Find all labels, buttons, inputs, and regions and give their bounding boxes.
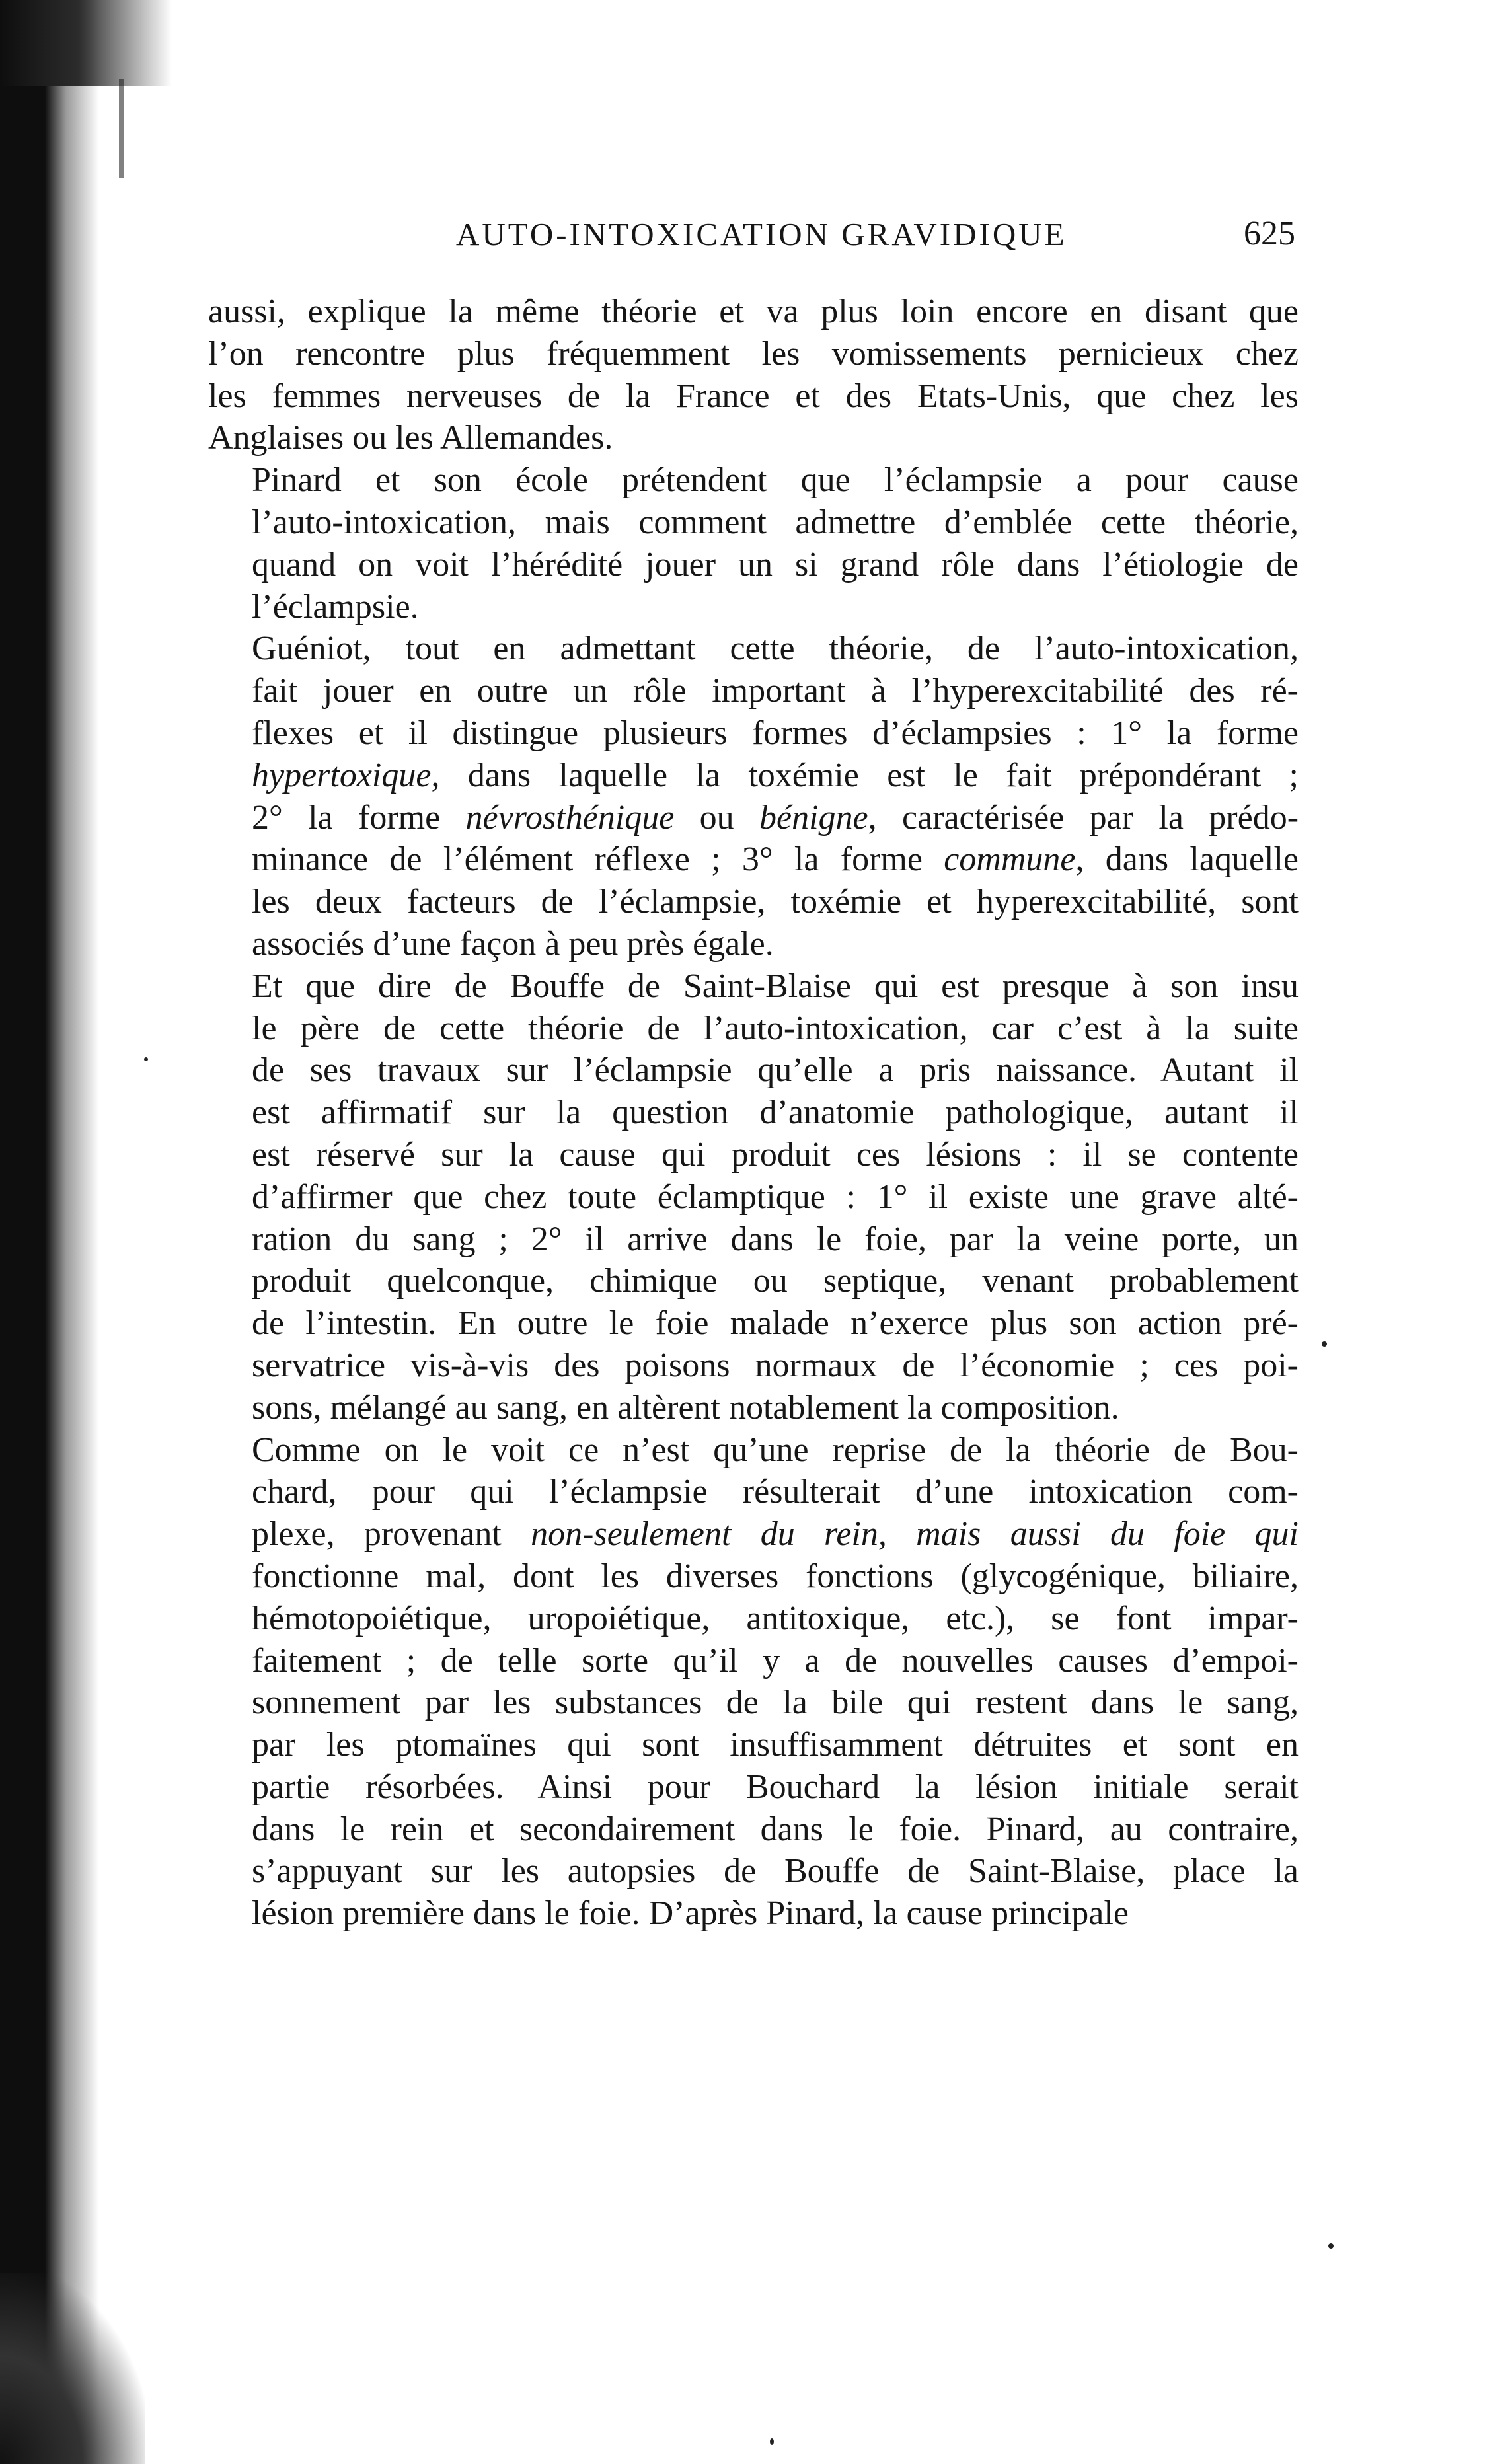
text-line: Guéniot, tout en admettant cette théorie, de l’auto-intoxication, [252, 630, 1299, 668]
binding-mark [119, 79, 124, 178]
text-line: minance de l’élément réflexe ; 3° la forme commune, dans laquelle [252, 840, 1299, 879]
text-line: lésion première dans le foie. D’après Pinard, la cause principale [252, 1894, 1129, 1933]
text-line: hypertoxique, dans laquelle la toxémie est le fait prépondérant ; [252, 756, 1299, 794]
paragraph-1 [208, 291, 1299, 459]
ink-speck [144, 1057, 148, 1061]
text-line: les femmes nerveuses de la France et des Etats-Unis, que chez les [208, 377, 1299, 415]
text-line: Comme on le voit ce n’est qu’une reprise de la théorie de Bou- [252, 1431, 1299, 1469]
text-line: le père de cette théorie de l’auto-intoxication, car c’est à la suite [252, 1009, 1299, 1047]
text-line: fait jouer en outre un rôle important à l’hyperexcitabilité des ré- [252, 672, 1299, 710]
text-line: ration du sang ; 2° il arrive dans le foie, par la veine porte, un [252, 1220, 1299, 1258]
text-line: est réservé sur la cause qui produit ces lésions : il se contente [252, 1135, 1299, 1174]
text-line: l’éclampsie. [252, 587, 419, 626]
text-line: flexes et il distingue plusieurs formes d’éclampsies : 1° la forme [252, 714, 1299, 752]
text-line: d’affirmer que chez toute éclamptique : 1° il existe une grave alté- [252, 1177, 1299, 1216]
text-line: sonnement par les substances de la bile qui restent dans le sang, [252, 1684, 1299, 1722]
binding-top-shadow [0, 0, 172, 86]
text-line: produit quelconque, chimique ou septique, venant probablement [252, 1262, 1299, 1300]
book-binding-edge [0, 0, 99, 2464]
text-line: Pinard et son école prétendent que l’éclampsie a pour cause [252, 461, 1299, 500]
ink-speck [1322, 1341, 1327, 1347]
paragraph-3 [208, 628, 1299, 965]
text-line: hémotopoiétique, uropoiétique, antitoxique, etc.), se font impar- [252, 1599, 1299, 1637]
text-line: de ses travaux sur l’éclampsie qu’elle a pris naissance. Autant il [252, 1051, 1299, 1090]
text-line: associés d’une façon à peu près égale. [252, 924, 774, 963]
text-line: sons, mélangé au sang, en altèrent notablement la composition. [252, 1388, 1119, 1427]
text-line: fonctionne mal, dont les diverses fonctions (glycogénique, biliaire, [252, 1557, 1299, 1595]
text-line: chard, pour qui l’éclampsie résulterait d’une intoxication com- [252, 1473, 1299, 1511]
paragraph-2 [208, 459, 1299, 628]
body-text [208, 291, 1299, 1935]
page-number: 625 [1244, 215, 1295, 252]
paragraph-4 [208, 965, 1299, 1429]
text-line: aussi, explique la même théorie et va plus loin encore en disant que [208, 293, 1299, 330]
text-line: s’appuyant sur les autopsies de Bouffe de Saint-Blaise, place la [252, 1852, 1299, 1890]
ink-speck [770, 2438, 774, 2445]
text-line: 2° la forme névrosthénique ou bénigne, caractérisée par la prédo- [252, 798, 1299, 837]
binding-bottom-shadow [0, 2273, 145, 2464]
running-head: AUTO-INTOXICATION GRAVIDIQUE [456, 216, 1067, 252]
text-line: par les ptomaïnes qui sont insuffisamment détruites et sont en [252, 1726, 1299, 1764]
text-line: faitement ; de telle sorte qu’il y a de nouvelles causes d’empoi- [252, 1641, 1299, 1680]
text-line: l’on rencontre plus fréquemment les vomissements pernicieux chez [208, 334, 1299, 373]
text-line: les deux facteurs de l’éclampsie, toxémie et hyperexcitabilité, sont [252, 883, 1299, 921]
text-line: partie résorbées. Ainsi pour Bouchard la lésion initiale serait [252, 1768, 1299, 1806]
text-line: servatrice vis-à-vis des poisons normaux de l’économie ; ces poi- [252, 1346, 1299, 1384]
page-header [211, 211, 1295, 264]
paragraph-5 [208, 1429, 1299, 1935]
text-line: plexe, provenant non-seulement du rein, mais aussi du foie qui [252, 1515, 1299, 1553]
text-line: de l’intestin. En outre le foie malade n’exerce plus son action pré- [252, 1304, 1299, 1343]
ink-speck [1328, 2243, 1334, 2249]
text-line: dans le rein et secondairement dans le foie. Pinard, au contraire, [252, 1810, 1299, 1848]
text-line: Et que dire de Bouffe de Saint-Blaise qui est presque à son insu [252, 967, 1299, 1005]
text-line: Anglaises ou les Allemandes. [208, 419, 613, 457]
text-line: est affirmatif sur la question d’anatomie pathologique, autant il [252, 1094, 1299, 1132]
text-line: l’auto-intoxication, mais comment admettre d’emblée cette théorie, [252, 503, 1299, 541]
text-line: quand on voit l’hérédité jouer un si grand rôle dans l’étiologie de [252, 545, 1299, 583]
